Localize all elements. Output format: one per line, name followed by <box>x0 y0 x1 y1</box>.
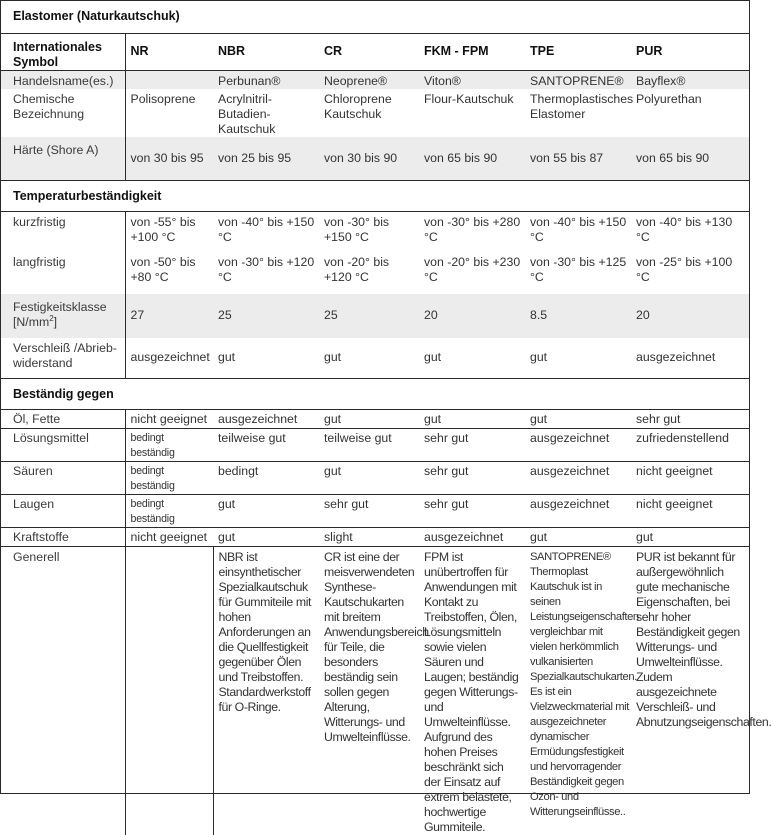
header-label: Internationales Symbol <box>1 33 125 70</box>
row-label: Handelsname(es.) <box>1 70 125 89</box>
festigkeit-unit-pre: [N/mm <box>13 315 49 329</box>
cell: NBR ist einsynthetischer Spezialkautschuk für Gummiteile mit hohen Anforderungen an die Quellfestigkeit gegenüber Ölen und Treibstoffen. Standardwerkstoff für O-Ringe. <box>213 547 319 835</box>
header-col-pur: PUR <box>631 33 749 70</box>
cell: Bayflex® <box>631 70 749 89</box>
cell: von 65 bis 90 <box>631 137 749 181</box>
cell: von -25° bis +100 °C <box>631 252 749 294</box>
cell: gut <box>525 528 631 547</box>
row-festigkeit <box>1 294 749 338</box>
section-elastomer <box>1 1 749 33</box>
cell: zufriedenstellend <box>631 429 749 462</box>
cell: bedingt <box>213 462 319 495</box>
cell: von -50° bis +80 °C <box>125 252 213 294</box>
cell: von 25 bis 95 <box>213 137 319 181</box>
cell: ausgezeichnet <box>631 338 749 379</box>
cell: nicht geeignet <box>125 410 213 429</box>
cell: sehr gut <box>319 495 419 528</box>
cell: bedingt beständig <box>125 429 213 462</box>
cell: ausgezeichnet <box>419 528 525 547</box>
row-kraftstoffe <box>1 528 749 547</box>
cell: nicht geeignet <box>631 462 749 495</box>
cell: sehr gut <box>631 410 749 429</box>
cell: von 30 bis 95 <box>125 137 213 181</box>
cell: teilweise gut <box>319 429 419 462</box>
cell: Perbunan® <box>213 70 319 89</box>
cell: PUR ist bekannt für außergewöhnlich gute mechanische Eigenschaften, bei sehr hoher Beständigkeit gegen Witterungs- und Umwelteinflüsse. Zudem ausgezeichnete Verschleiß- und Abnutzungseigenschaften. <box>631 547 749 835</box>
cell: von -30° bis +120 °C <box>213 252 319 294</box>
section-temperatur <box>1 181 749 212</box>
festigkeit-label: Festigkeitsklasse <box>13 300 107 314</box>
section-title: Beständig gegen <box>1 379 749 410</box>
row-loesung <box>1 429 749 462</box>
cell: gut <box>419 338 525 379</box>
cell: sehr gut <box>419 429 525 462</box>
header-col-fkm: FKM - FPM <box>419 33 525 70</box>
cell: von 65 bis 90 <box>419 137 525 181</box>
row-label: kurzfristig <box>1 212 125 252</box>
row-saeuren <box>1 462 749 495</box>
cell: von -40° bis +150 °C <box>525 212 631 252</box>
cell: 27 <box>125 294 213 338</box>
cell: 8.5 <box>525 294 631 338</box>
row-label: Generell <box>1 547 125 835</box>
row-label: langfristig <box>1 252 125 294</box>
row-label: Kraftstoffe <box>1 528 125 547</box>
cell: gut <box>419 410 525 429</box>
cell: Neoprene® <box>319 70 419 89</box>
cell: teilweise gut <box>213 429 319 462</box>
section-title: Elastomer (Naturkautschuk) <box>1 1 749 33</box>
cell: gut <box>213 338 319 379</box>
cell: nicht geeignet <box>631 495 749 528</box>
cell: gut <box>319 410 419 429</box>
cell: von -20° bis +120 °C <box>319 252 419 294</box>
cell: FPM ist unübertroffen für Anwendungen mit Kontakt zu Treibstoffen, Ölen, Lösungsmitteln sowie vielen Säuren und Laugen; beständig gegen Witterungs- und Umwelteinflüsse. Aufgrund des hohen Preises beschränkt sich der Einsatz auf extrem belastete, hochwertige Gummiteile. <box>419 547 525 835</box>
cell: gut <box>213 495 319 528</box>
cell: CR ist eine der meisverwendeten Synthese-Kautschukarten mit breitem Anwendungsbereich für Teile, die besonders beständig sein sollen gegen Alterung, Witterungs- und Umwelteinflüsse. <box>319 547 419 835</box>
header-col-nbr: NBR <box>213 33 319 70</box>
cell: von -30° bis +125 °C <box>525 252 631 294</box>
cell: gut <box>631 528 749 547</box>
row-laugen <box>1 495 749 528</box>
cell: von 55 bis 87 <box>525 137 631 181</box>
row-label: Chemische Bezeichnung <box>1 89 125 137</box>
cell: 20 <box>419 294 525 338</box>
row-verschleiss <box>1 338 749 379</box>
cell: gut <box>319 338 419 379</box>
cell: sehr gut <box>419 495 525 528</box>
cell: 25 <box>319 294 419 338</box>
cell: ausgezeichnet <box>125 338 213 379</box>
header-row <box>1 33 749 70</box>
cell <box>125 70 213 89</box>
row-langfristig <box>1 252 749 294</box>
cell: gut <box>213 528 319 547</box>
cell: Polisoprene <box>125 89 213 137</box>
row-haerte <box>1 137 749 181</box>
row-chemische <box>1 89 749 137</box>
cell: SANTOPRENE® Thermoplast Kautschuk ist in seinen Leistungseigenschaften vergleichbar mit vielen herkömmlich vulkanisierten Spezialkautschukarten. Es ist ein Vielzweckmaterial mit ausgezeichneter dynamischer Ermüdungsfestigkeit und hervorragender Beständigkeit gegen Ozon- und Witterungseinflüsse.. <box>525 547 631 835</box>
cell: Flour-Kautschuk <box>419 89 525 137</box>
cell: bedingt beständig <box>125 495 213 528</box>
cell: SANTOPRENE® <box>525 70 631 89</box>
section-title: Temperaturbeständigkeit <box>1 181 749 212</box>
cell: von -20° bis +230 °C <box>419 252 525 294</box>
cell: gut <box>525 410 631 429</box>
cell: Polyurethan <box>631 89 749 137</box>
elastomer-table <box>1 1 749 835</box>
row-label: Verschleiß /Abrieb-widerstand <box>1 338 125 379</box>
row-label: Härte (Shore A) <box>1 137 125 181</box>
header-col-cr: CR <box>319 33 419 70</box>
cell: Acrylnitril-Butadien-Kautschuk <box>213 89 319 137</box>
row-label: Laugen <box>1 495 125 528</box>
section-bestaendig <box>1 379 749 410</box>
cell: von -40° bis +150 °C <box>213 212 319 252</box>
cell <box>125 547 213 835</box>
cell: ausgezeichnet <box>525 462 631 495</box>
cell: von -30° bis +150 °C <box>319 212 419 252</box>
row-handelsname <box>1 70 749 89</box>
cell: nicht geeignet <box>125 528 213 547</box>
row-label: Öl, Fette <box>1 410 125 429</box>
cell: von -30° bis +280 °C <box>419 212 525 252</box>
cell: ausgezeichnet <box>525 429 631 462</box>
row-generell <box>1 547 749 835</box>
cell: Viton® <box>419 70 525 89</box>
row-label <box>1 294 125 338</box>
cell: ausgezeichnet <box>525 495 631 528</box>
cell: bedingt beständig <box>125 462 213 495</box>
row-kurzfristig <box>1 212 749 252</box>
cell: von 30 bis 90 <box>319 137 419 181</box>
festigkeit-unit-post: ] <box>54 315 57 329</box>
cell: sehr gut <box>419 462 525 495</box>
row-oel <box>1 410 749 429</box>
cell: 25 <box>213 294 319 338</box>
cell: Chloroprene Kautschuk <box>319 89 419 137</box>
cell: von -55° bis +100 °C <box>125 212 213 252</box>
festigkeit-unit-exp: 2 <box>49 313 53 322</box>
cell: gut <box>525 338 631 379</box>
row-label: Lösungsmittel <box>1 429 125 462</box>
cell: 20 <box>631 294 749 338</box>
header-col-nr: NR <box>125 33 213 70</box>
cell: gut <box>319 462 419 495</box>
cell: slight <box>319 528 419 547</box>
cell: von -40° bis +130 °C <box>631 212 749 252</box>
row-label: Säuren <box>1 462 125 495</box>
cell: ausgezeichnet <box>213 410 319 429</box>
cell: Thermoplastisches Elastomer <box>525 89 631 137</box>
header-col-tpe: TPE <box>525 33 631 70</box>
